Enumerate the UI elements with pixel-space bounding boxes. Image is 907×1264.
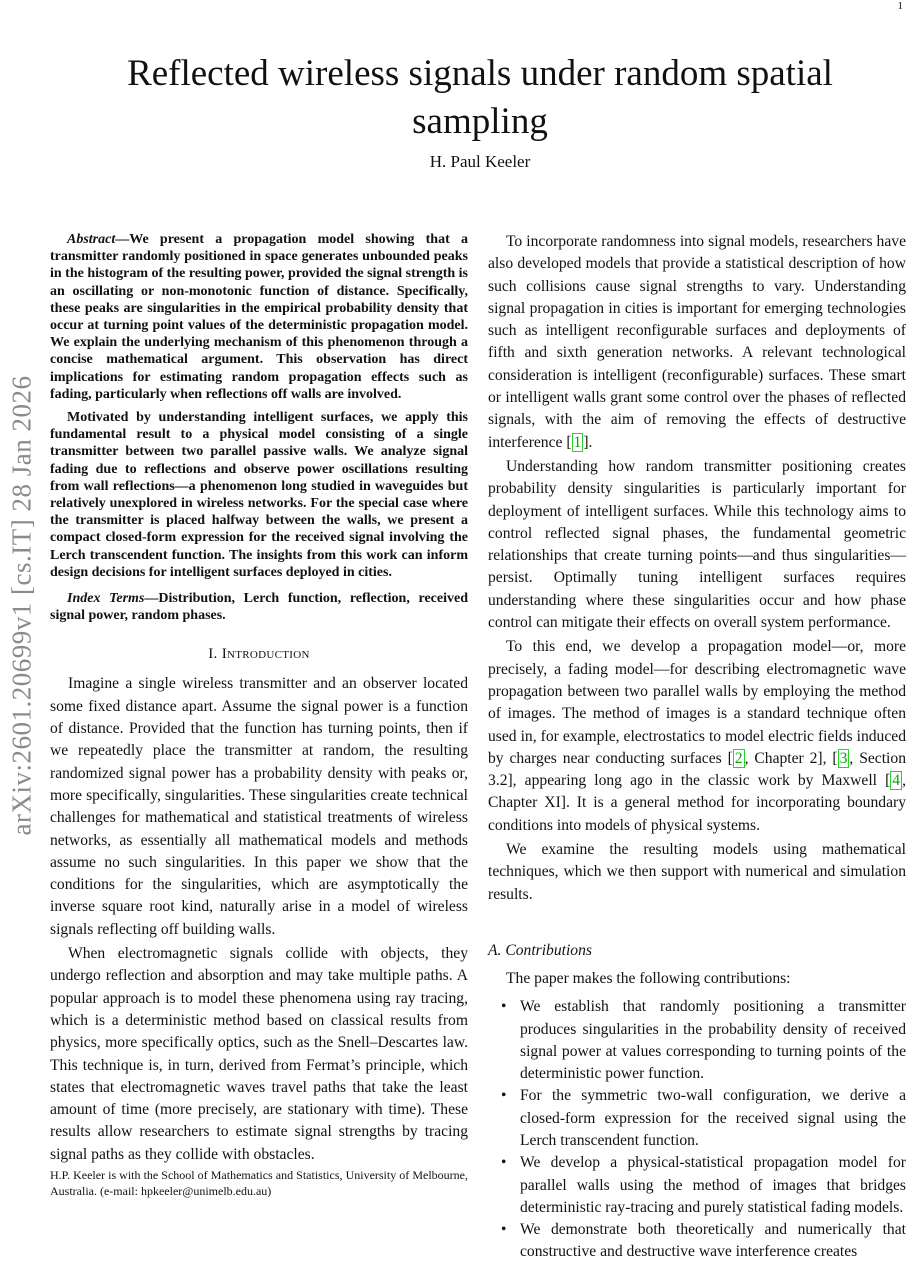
left-column — [50, 231, 468, 1166]
index-terms-text: —Distribution, Lerch function, reflection, received signal power, random phases. — [50, 591, 468, 624]
abstract-paragraph-2: Motivated by understanding intelligent surfaces, we apply this fundamental result to a physical model consisting of a single transmitter between two parallel passive walls. We analyze signal fading due to reflections and observe power oscillations resulting from wall reflections—a phenomenon long studied in waveguides but relatively unexplored in wireless networks. For the special case where the transmitter is placed halfway between the walls, we present a compact closed-form expression for the received signal involving the Lerch transcendent function. The insights from this work can inform design decisions for intelligent surfaces deployed in cities. — [50, 410, 468, 580]
right-paragraph-4: We examine the resulting models using mathematical techniques, which we then support with numerical and simulation results. — [488, 841, 906, 903]
abstract-paragraph-1 — [50, 231, 468, 403]
section-title: Introduction — [221, 646, 310, 663]
list-item — [488, 1085, 906, 1152]
bullet-icon: • — [501, 1154, 507, 1172]
paper-title: Reflected wireless signals under random spatial sampling — [127, 53, 833, 142]
bullet-icon: • — [501, 998, 507, 1016]
right-p3-text-b: , Chapter 2], [ — [744, 749, 838, 767]
abstract-text-1: —We present a propagation model showing that a transmitter randomly positioned in space generates unbounded peaks in the histogram of the resulting power, provided the signal strength is an oscillating or non-monotonic function of distance. Specifically, these peaks are singularities in the empirical probability density that occur at turning point values of the deterministic propagation model. We explain the underlying mechanism of this phenomenon through a concise mathematical argument. This observation has direct implications for estimating random propagation effects such as fading, particularly when reflections off walls are involved. — [50, 232, 468, 402]
intro-paragraph-1: Imagine a single wireless transmitter and an observer located some fixed distance apart. Assume the signal power is a function of distance. Provided that the function has turning points, then if we repeatedly place the transmitter at random, the resulting randomized signal power has a probability density with peaks or, more specifically, singularities. These singularities create technical challenges for mathematical and statistical treatments of wireless networks, as essentially all mathematical models and methods assume no such singularities. In this paper we show that the conditions for the singularities, which are asymptotically the inverse square root kind, naturally arise in a model of wireless signals reflecting off building walls. — [50, 675, 468, 938]
citation-link[interactable]: 2 — [734, 749, 743, 767]
author-name: H. Paul Keeler — [429, 152, 531, 171]
arxiv-watermark: arXiv:2601.20699v1 [cs.IT] 28 Jan 2026 — [6, 375, 37, 836]
right-p3-text-a: To this end, we develop a propagation model—or, more precisely, a fading model—for describing electromagnetic wave propagation between two parallel walls by employing the method of images. The method of images is a standard technique often used in, for example, electrostatics to model electric fields induced by charges near conducting surfaces — [488, 638, 906, 767]
index-terms — [50, 590, 468, 624]
abstract-lead: Abstract — [67, 232, 116, 247]
right-p1-text: To incorporate randomness into signal models, researchers have also developed models that provide a statistical description of how such collisions cause signal strengths to vary. Understanding signal propagation in cities is important for emerging technologies such as intelligent reconfigurable surfaces and deployments of fifth and sixth generation networks. A relevant technological consideration is intelligent (reconfigurable) surfaces. These smart or intelligent walls grant some control over the phases of reflected signals, with the aim of removing the effects of destructive interference — [488, 233, 906, 451]
section-heading-introduction — [50, 646, 468, 663]
contributions-intro: The paper makes the following contributions: — [506, 969, 791, 987]
right-paragraph-2: Understanding how random transmitter positioning creates probability density singularities is particularly important for deployment of intelligent surfaces. While this technology aims to control reflected signal phases, the fundamental geometric relationships that create turning points—and thus singularities—persist. Optimally tuning intelligent surfaces requires understanding where these singularities occur and how phase control can mitigate their effects on overall system performance. — [488, 457, 906, 632]
author-footnote: H.P. Keeler is with the School of Mathematics and Statistics, University of Melbourne, Australia. (e-mail: hpkeeler@unimelb.edu.au) — [50, 1168, 468, 1198]
index-terms-lead: Index Terms — [67, 591, 145, 607]
bullet-icon: • — [501, 1221, 507, 1239]
citation-link[interactable]: 1 — [573, 433, 582, 451]
right-paragraph-3: To this end, we develop a propagation model—or, more precisely, a fading model—for describing electromagnetic wave propagation between two parallel walls by employing the method of images. The method of images is a standard technique often used in, for example, electrostatics to model electric fields induced by charges near conducting surfaces [ 2 , Chapter 2], [ 3 , Section 3.2], appearing long ago in the classic work by Maxwell [ 4 , Chapter XI]. It is a general method for incorporating boundary conditions into models of physical systems. — [488, 638, 906, 834]
list-item-text: We demonstrate both theoretically and numerically that constructive and destructive wave interference creates — [520, 1221, 906, 1261]
right-paragraph-1: To incorporate randomness into signal models, researchers have also developed models that provide a statistical description of how such collisions cause signal strengths to vary. Understanding signal propagation in cities is important for emerging technologies such as intelligent reconfigurable surfaces and deployments of fifth and sixth generation networks. A relevant technological consideration is intelligent (reconfigurable) surfaces. These smart or intelligent walls grant some control over the phases of reflected signals, with the aim of removing the effects of destructive interference [ 1 ]. — [488, 233, 906, 451]
citation-link[interactable]: 3 — [839, 749, 848, 767]
citation-link[interactable]: 4 — [892, 772, 901, 790]
subsection-heading-contributions: A. Contributions — [488, 941, 592, 959]
list-item — [488, 996, 906, 1085]
list-item-text: We establish that randomly positioning a transmitter produces singularities in the probability density of received signal power at values corresponding to turning points of the deterministic power function. — [520, 998, 906, 1083]
contributions-list — [488, 996, 906, 1264]
right-p1-end: . — [588, 433, 593, 451]
list-item-text: We develop a physical-statistical propagation model for parallel walls using the method of images that bridges deterministic ray-tracing and purely statistical fading models. — [520, 1154, 906, 1216]
right-p3-text-d: , Chapter XI]. It is a general method for incorporating boundary conditions into models of physical systems. — [488, 772, 906, 834]
right-column — [488, 231, 906, 1264]
list-item — [488, 1152, 906, 1219]
bullet-icon: • — [501, 1087, 507, 1105]
list-item — [488, 1219, 906, 1264]
section-number: I. — [208, 646, 218, 663]
page-number: 1 — [897, 0, 903, 12]
intro-paragraph-2: When electromagnetic signals collide with objects, they undergo reflection and absorption and may take multiple paths. A popular approach is to model these phenomena using ray tracing, which is a deterministic method based on classical results from physics, more specifically optics, such as the Snell–Descartes law. This technique is, in turn, derived from Fermat’s principle, which states that electromagnetic waves travel paths that take the least amount of time (more precisely, are stationary with time). These results allow researchers to estimate signal strengths by tracing signal paths as they collide with obstacles. — [50, 945, 468, 1163]
right-p3-text-c: , Section 3.2], appearing long ago in the classic work by Maxwell — [488, 749, 906, 790]
list-item-text: For the symmetric two-wall configuration, we derive a closed-form expression for the received signal using the Lerch transcendent function. — [520, 1087, 906, 1149]
